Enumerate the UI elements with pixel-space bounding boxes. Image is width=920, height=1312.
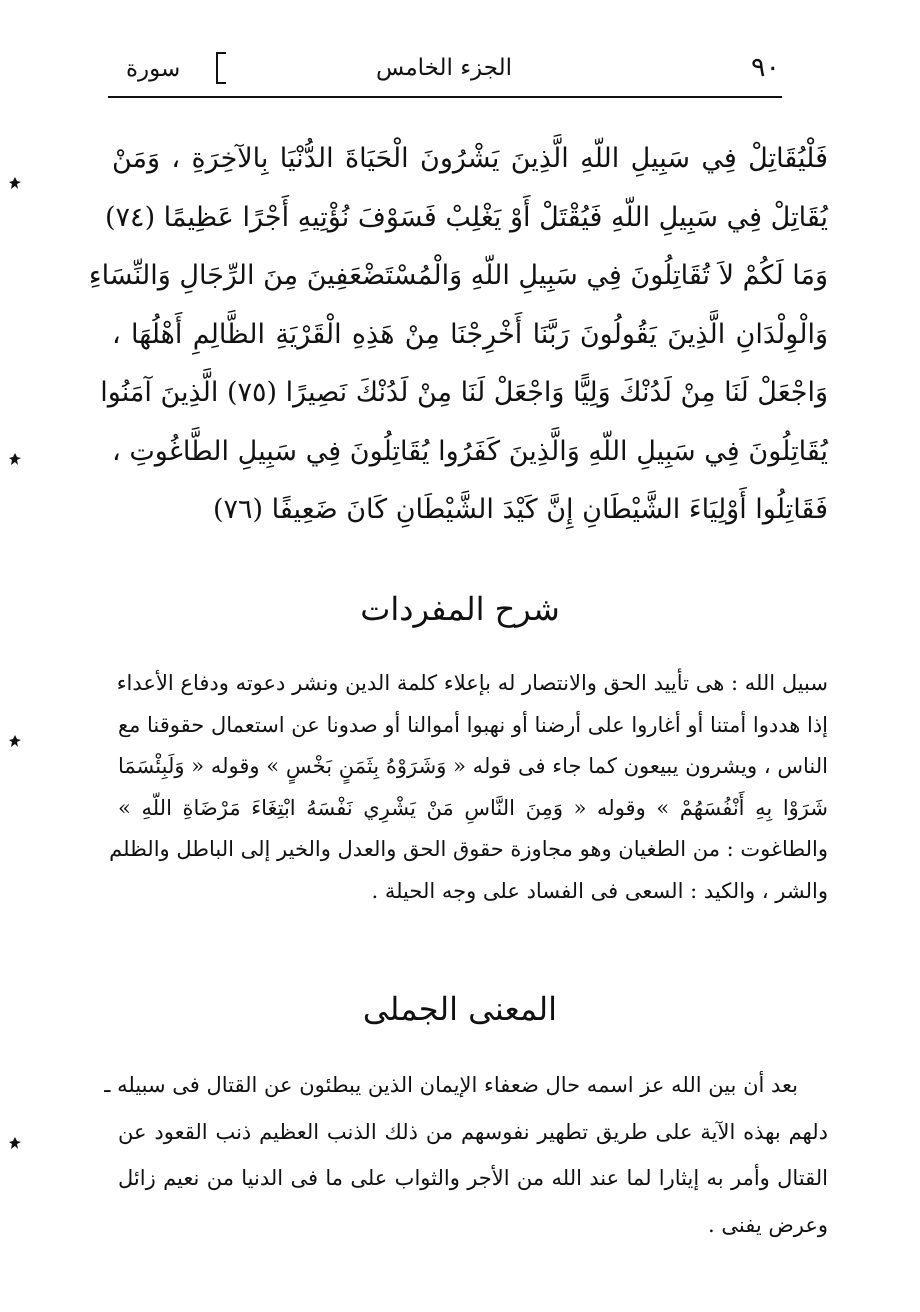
gloss-line: الناس ، ويشرون يبيعون كما جاء فى قوله « وَشَرَوْهُ بِثَمَنٍ بَخْسٍ » وقوله « وَلَبِئْسَمَا [118,754,828,778]
ink-blot-icon [8,1136,22,1150]
verse-line: فَقَاتِلُوا أَوْلِيَاءَ الشَّيْطَانِ إِنَّ كَيْدَ الشَّيْطَانِ كَانَ ضَعِيفًا (٧٦) [212,494,828,525]
gloss-heading: شرح المفردات [360,590,560,628]
gloss-line: والشر ، والكيد : السعى فى الفساد على وجه الحيلة . [371,878,828,903]
gloss-line: سبيل الله : هى تأييد الحق والانتصار له بإعلاء كلمة الدين ونشر دعوته ودفاع الأعداء [116,671,828,695]
verse-line: فَلْيُقَاتِلْ فِي سَبِيلِ اللّهِ الَّذِينَ يَشْرُونَ الْحَيَاةَ الدُّنْيَا بِالآخِرَةِ ، وَمَنْ [112,143,828,174]
ink-blot-icon [8,452,22,466]
verse-line: وَاجْعَلْ لَنَا مِنْ لَدُنْكَ وَلِيًّا وَاجْعَلْ لَنَا مِنْ لَدُنْكَ نَصِيرًا (٧٥) الَّذِينَ آمَنُوا [100,377,828,408]
gloss-paragraph [109,663,828,912]
verse-line: وَمَا لَكُمْ لاَ تُقَاتِلُونَ فِي سَبِيلِ اللّهِ وَالْمُسْتَضْعَفِينَ مِنَ الرِّجَالِ وَالنِّسَاءِ [88,260,828,291]
gloss-line: والطاغوت : من الطغيان وهو مجاوزة حقوق الحق والعدل والخير إلى الباطل والظلم [109,837,828,861]
juz-title: الجزء الخامس [376,55,512,81]
ink-blot-icon [8,176,22,190]
verses-block [88,130,828,540]
meaning-line: دلهم بهذه الآية على طريق تطهير نفوسهم من ذلك الذنب العظيم ذنب القعود عن [118,1119,828,1144]
verse-line: يُقَاتِلُونَ فِي سَبِيلِ اللّهِ وَالَّذِينَ كَفَرُوا يُقَاتِلُونَ فِي سَبِيلِ الطَّاغُوتِ ، [112,435,828,467]
gloss-line: شَرَوْا بِهِ أَنْفُسَهُمْ » وقوله « وَمِنَ النَّاسِ مَنْ يَشْرِي نَفْسَهُ ابْتِغَاءَ مَرْضَاةِ اللّهِ » [118,795,828,820]
page-header [108,52,780,96]
gloss-line: إذا هددوا أمتنا أو أغاروا على أرضنا أو نهبوا أموالنا أو صدونا عن استعمال حقوقنا مع [117,712,828,737]
meaning-paragraph [104,1062,828,1248]
meaning-line: القتال وأمر به إيثارا لما عند الله من الأجر والثواب على ما فى الدنيا من نعيم زائل [118,1166,828,1190]
verse-line: وَالْوِلْدَانِ الَّذِينَ يَقُولُونَ رَبَّنَا أَخْرِجْنَا مِنْ هَذِهِ الْقَرْيَةِ الظَّالِمِ أَهْلُهَا ، [112,318,828,350]
meaning-line: بعد أن بين الله عز اسمه حال ضعفاء الإيمان الذين يبطئون عن القتال فى سبيله ـ [104,1073,798,1097]
verse-line: يُقَاتِلْ فِي سَبِيلِ اللّهِ فَيُقْتَلْ أَوْ يَغْلِبْ فَسَوْفَ نُؤْتِيهِ أَجْرًا عَظِيمًا (٧٤) [105,201,828,233]
surah-label: سورة [126,56,181,82]
meaning-heading: المعنى الجملى [362,990,558,1028]
header-rule [108,96,782,98]
meaning-line: وعرض يفنى . [708,1212,828,1237]
ink-blot-icon [8,734,22,748]
surah-bracket [216,52,226,84]
page-number: ٩٠ [750,52,780,83]
